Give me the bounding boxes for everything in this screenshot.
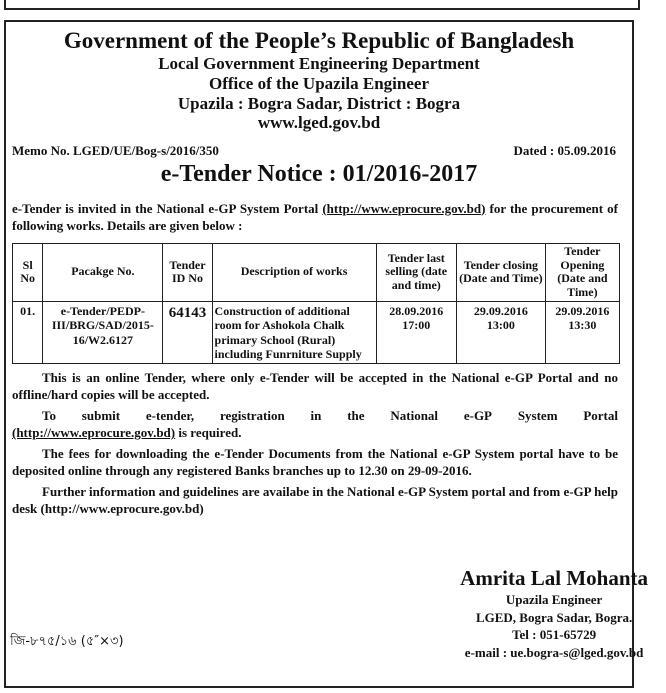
- further-info-paragraph: Further information and guidelines are availabe in the National e-GP System portal and from e-GP help desk (http://www.eprocure.gov.bd): [12, 483, 618, 516]
- col-closing: Tender closing (Date and Time): [456, 243, 545, 301]
- col-opening: Tender Opening (Date and Time): [545, 243, 619, 301]
- intro-text-end: for the procurement of following works. Details are given below :: [12, 200, 618, 234]
- eprocure-link[interactable]: (http://www.eprocure.gov.bd): [322, 200, 486, 216]
- submit-word: Portal: [583, 408, 618, 424]
- submit-link[interactable]: (http://www.eprocure.gov.bd): [12, 425, 176, 441]
- cell-description: Construction of additional room for Ashokola Chalk primary School (Rural) including Funrniture Supply: [212, 301, 376, 364]
- submit-word: System: [517, 408, 558, 424]
- memo-number: Memo No. LGED/UE/Bog-s/2016/350: [12, 142, 219, 158]
- cell-closing: [456, 301, 545, 364]
- website: www.lged.gov.bd: [257, 113, 381, 133]
- signatory-name: Amrita Lal Mohanta: [460, 566, 648, 590]
- signatory-office: LGED, Bogra Sadar, Bogra.: [475, 609, 633, 625]
- col-selling: Tender last selling (date and time): [376, 243, 456, 301]
- government-title: Government of the People’s Republic of Bangladesh: [63, 28, 575, 53]
- signatory-tel: Tel : 051-65729: [512, 627, 597, 643]
- signature-block: [460, 566, 648, 661]
- submit-paragraph: [12, 408, 618, 442]
- footer-code: জি-৮৭৫/১৬ (৫″×৩): [10, 634, 124, 649]
- submit-text-end: is required.: [175, 425, 242, 441]
- submit-word: National: [390, 408, 439, 424]
- table-header-row: [13, 243, 620, 301]
- submit-word: e-tender,: [145, 408, 195, 424]
- top-border-strip: [4, 0, 640, 10]
- table-row: [13, 301, 620, 364]
- works-table: [12, 243, 620, 365]
- office-name: Office of the Upazila Engineer: [208, 73, 429, 93]
- cell-tender-id: 64143: [163, 301, 212, 364]
- col-sl: Sl No: [13, 243, 43, 301]
- submit-word: registration: [219, 408, 285, 424]
- cell-package: e-Tender/PEDP-III/BRG/SAD/2015-16/W2.6127: [43, 301, 163, 364]
- submit-word: e-GP: [463, 408, 492, 424]
- col-tender-id: Tender ID No: [163, 243, 212, 301]
- signatory-email: e-mail : ue.bogra-s@lged.gov.bd: [464, 644, 644, 660]
- signatory-designation: Upazila Engineer: [505, 592, 603, 607]
- memo-date: Dated : 05.09.2016: [513, 142, 616, 158]
- opening-time: 13:30: [568, 318, 597, 333]
- submit-word: To: [42, 408, 56, 424]
- col-package: Pacakge No.: [43, 243, 163, 301]
- submit-word: the: [347, 408, 365, 424]
- memo-row: [12, 143, 616, 159]
- selling-date: 28.09.2016: [389, 303, 444, 318]
- fees-paragraph: The fees for downloading the e-Tender Documents from the National e-GP System portal have to be deposited online through any registered Banks branches up to 12.30 on 29-09-2016.: [12, 446, 618, 478]
- location-line: Upazila : Bogra Sadar, District : Bogra: [177, 93, 461, 113]
- opening-date: 29.09.2016: [555, 303, 610, 318]
- intro-text: e-Tender is invited in the National e-GP System Portal: [12, 200, 323, 216]
- submit-line: [12, 408, 618, 425]
- cell-opening: [545, 301, 619, 364]
- col-description: Description of works: [212, 243, 376, 301]
- online-tender-paragraph: This is an online Tender, where only e-Tender will be accepted in the National e-GP Portal and no offline/hard copies will be accepted.: [12, 370, 618, 403]
- department-name: Local Government Engineering Department: [158, 54, 480, 74]
- closing-time: 13:00: [486, 318, 515, 333]
- notice-title: e-Tender Notice : 01/2016-2017: [160, 160, 478, 187]
- submit-line-2: [12, 425, 618, 442]
- intro-paragraph: [12, 200, 618, 235]
- selling-time: 17:00: [402, 318, 431, 333]
- submit-word: submit: [81, 408, 121, 424]
- submit-word: in: [310, 408, 322, 424]
- closing-date: 29.09.2016: [473, 303, 528, 318]
- cell-selling: [376, 301, 456, 364]
- cell-sl: 01.: [13, 301, 43, 364]
